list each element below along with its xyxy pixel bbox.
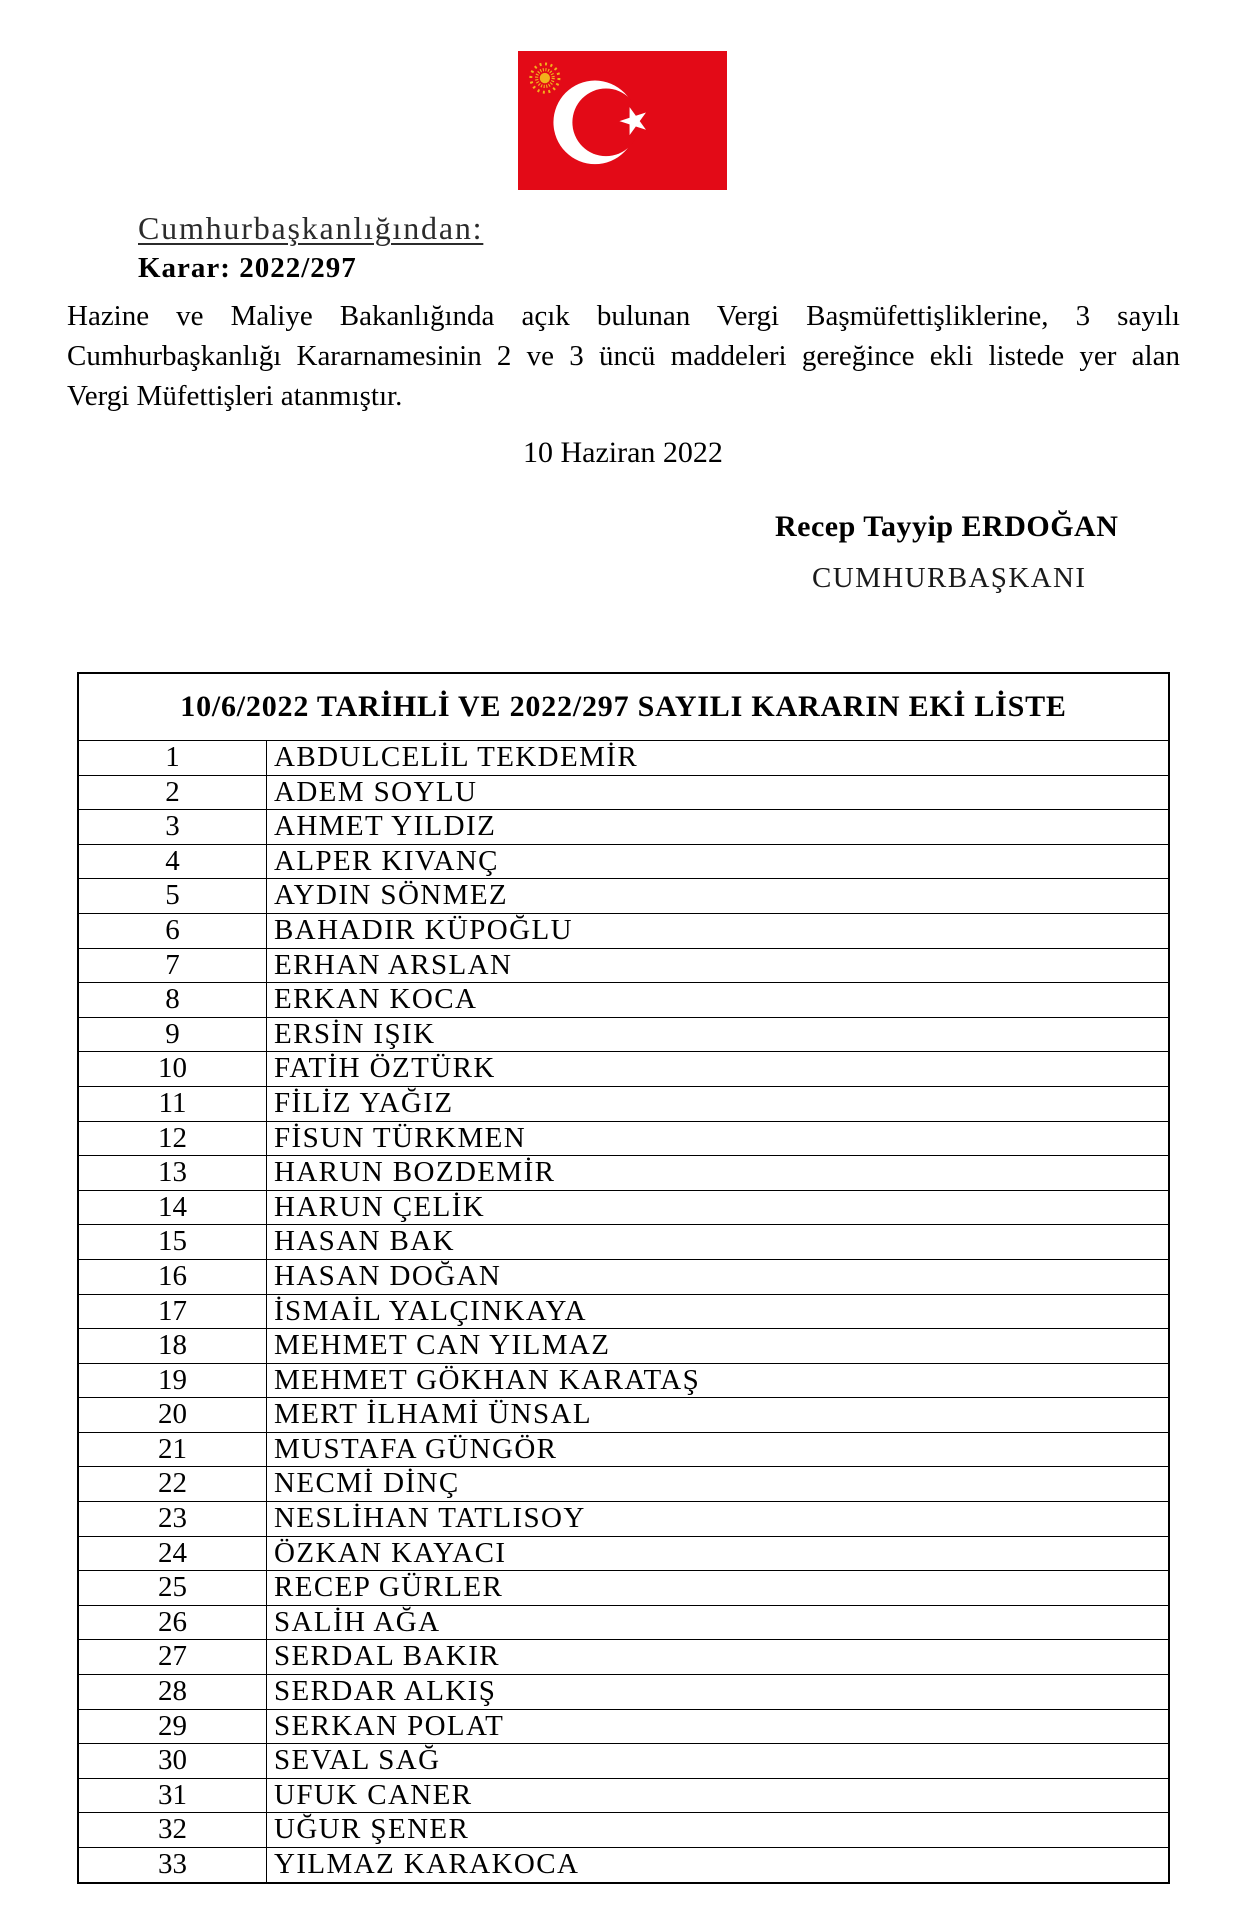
inspector-name: ERHAN ARSLAN — [274, 948, 513, 981]
table-row — [79, 1570, 1168, 1605]
inspector-name: SEVAL SAĞ — [274, 1744, 441, 1777]
inspector-name: HARUN BOZDEMİR — [274, 1156, 556, 1189]
table-row — [79, 1847, 1168, 1882]
inspector-name: HASAN BAK — [274, 1225, 455, 1258]
inspector-name: BAHADIR KÜPOĞLU — [274, 913, 573, 946]
row-number: 25 — [79, 1571, 267, 1605]
table-row — [79, 844, 1168, 879]
inspector-name: ÖZKAN KAYACI — [274, 1536, 507, 1569]
row-number: 12 — [79, 1122, 267, 1156]
row-number: 9 — [79, 1018, 267, 1052]
table-row — [79, 1536, 1168, 1571]
row-number: 3 — [79, 810, 267, 844]
row-number: 6 — [79, 914, 267, 948]
table-row — [79, 913, 1168, 948]
table-row — [79, 1778, 1168, 1813]
row-number: 23 — [79, 1502, 267, 1536]
table-row — [79, 1017, 1168, 1052]
inspector-name: HASAN DOĞAN — [274, 1259, 502, 1292]
inspector-name: UFUK CANER — [274, 1778, 473, 1811]
row-number: 15 — [79, 1225, 267, 1259]
row-number: 26 — [79, 1606, 267, 1640]
inspector-name: AYDIN SÖNMEZ — [274, 879, 509, 912]
row-number: 30 — [79, 1744, 267, 1778]
body-line: Cumhurbaşkanlığı Kararnamesinin 2 ve 3 üncü maddeleri gereğince ekli listede yer alan — [67, 340, 1180, 372]
table-row — [79, 1397, 1168, 1432]
inspector-name: SERKAN POLAT — [274, 1709, 505, 1742]
row-number: 14 — [79, 1191, 267, 1225]
row-number: 8 — [79, 983, 267, 1017]
row-number: 18 — [79, 1329, 267, 1363]
table-row — [79, 1709, 1168, 1744]
inspector-name: RECEP GÜRLER — [274, 1571, 504, 1604]
row-number: 29 — [79, 1710, 267, 1744]
row-number: 28 — [79, 1675, 267, 1709]
seal-sun — [540, 73, 550, 83]
inspector-name: ERKAN KOCA — [274, 983, 478, 1016]
table-row — [79, 740, 1168, 775]
row-number: 13 — [79, 1156, 267, 1190]
inspector-name: HARUN ÇELİK — [274, 1190, 486, 1223]
inspector-name: MEHMET GÖKHAN KARATAŞ — [274, 1363, 701, 1396]
body-line: Vergi Müfettişleri atanmıştır. — [67, 380, 403, 412]
row-number: 11 — [79, 1087, 267, 1121]
table-row — [79, 1190, 1168, 1225]
row-number: 20 — [79, 1398, 267, 1432]
inspector-name: ADEM SOYLU — [274, 775, 478, 808]
inspector-name: ABDULCELİL TEKDEMİR — [274, 741, 639, 773]
inspector-name: İSMAİL YALÇINKAYA — [274, 1294, 588, 1327]
table-row — [79, 775, 1168, 810]
table-row — [79, 1812, 1168, 1847]
table-row — [79, 982, 1168, 1017]
inspector-name: MUSTAFA GÜNGÖR — [274, 1432, 558, 1465]
appendix-table — [77, 672, 1170, 1884]
table-row — [79, 1674, 1168, 1709]
row-number: 21 — [79, 1433, 267, 1467]
row-number: 4 — [79, 845, 267, 879]
inspector-name: NECMİ DİNÇ — [274, 1467, 460, 1500]
row-number: 22 — [79, 1467, 267, 1501]
row-number: 24 — [79, 1537, 267, 1571]
row-number: 2 — [79, 776, 267, 810]
table-row — [79, 1328, 1168, 1363]
row-number: 1 — [79, 741, 267, 775]
inspector-name: FİLİZ YAĞIZ — [274, 1086, 454, 1119]
inspector-name: ALPER KIVANÇ — [274, 844, 499, 877]
row-number: 17 — [79, 1295, 267, 1329]
inspector-name: YILMAZ KARAKOCA — [274, 1848, 580, 1880]
table-row — [79, 1224, 1168, 1259]
decision-date: 10 Haziran 2022 — [523, 436, 723, 469]
row-number: 10 — [79, 1052, 267, 1086]
inspector-name: SERDAL BAKIR — [274, 1640, 500, 1673]
table-row — [79, 1743, 1168, 1778]
table-row — [79, 1432, 1168, 1467]
inspector-name: SERDAR ALKIŞ — [274, 1675, 497, 1708]
table-row — [79, 1466, 1168, 1501]
inspector-name: SALİH AĞA — [274, 1605, 441, 1638]
row-number: 32 — [79, 1813, 267, 1847]
inspector-name: MERT İLHAMİ ÜNSAL — [274, 1398, 592, 1431]
appendix-rows — [79, 740, 1168, 1882]
row-number: 7 — [79, 949, 267, 983]
inspector-name: MEHMET CAN YILMAZ — [274, 1329, 611, 1362]
inspector-name: AHMET YILDIZ — [274, 810, 497, 843]
signatory-name: Recep Tayyip ERDOĞAN — [775, 510, 1119, 543]
table-row — [79, 1121, 1168, 1156]
row-number: 16 — [79, 1260, 267, 1294]
table-row — [79, 878, 1168, 913]
issuer-heading: Cumhurbaşkanlığından: — [138, 210, 484, 246]
inspector-name: ERSİN IŞIK — [274, 1017, 436, 1050]
row-number: 19 — [79, 1364, 267, 1398]
signatory-title: CUMHURBAŞKANI — [812, 562, 1087, 594]
appendix-title: 10/6/2022 TARİHLİ VE 2022/297 SAYILI KARARIN EKİ LİSTE — [180, 690, 1067, 723]
row-number: 5 — [79, 879, 267, 913]
inspector-name: NESLİHAN TATLISOY — [274, 1502, 586, 1535]
flag-graphic — [518, 51, 727, 190]
body-line: Hazine ve Maliye Bakanlığında açık bulunan Vergi Başmüfettişliklerine, 3 sayılı — [67, 300, 1180, 332]
table-row — [79, 1639, 1168, 1674]
table-row — [79, 809, 1168, 844]
inspector-name: FATİH ÖZTÜRK — [274, 1052, 496, 1085]
row-number: 33 — [79, 1848, 267, 1882]
table-row — [79, 1051, 1168, 1086]
table-row — [79, 1086, 1168, 1121]
row-number: 31 — [79, 1779, 267, 1813]
row-number: 27 — [79, 1640, 267, 1674]
table-row — [79, 1501, 1168, 1536]
decision-body — [67, 296, 1180, 416]
table-row — [79, 1605, 1168, 1640]
table-row — [79, 1259, 1168, 1294]
inspector-name: UĞUR ŞENER — [274, 1813, 470, 1846]
table-row — [79, 1363, 1168, 1398]
inspector-name: FİSUN TÜRKMEN — [274, 1121, 527, 1154]
decision-number: Karar: 2022/297 — [138, 252, 357, 284]
table-row — [79, 1294, 1168, 1329]
turkish-flag-logo — [518, 51, 727, 190]
table-row — [79, 1155, 1168, 1190]
table-row — [79, 948, 1168, 983]
